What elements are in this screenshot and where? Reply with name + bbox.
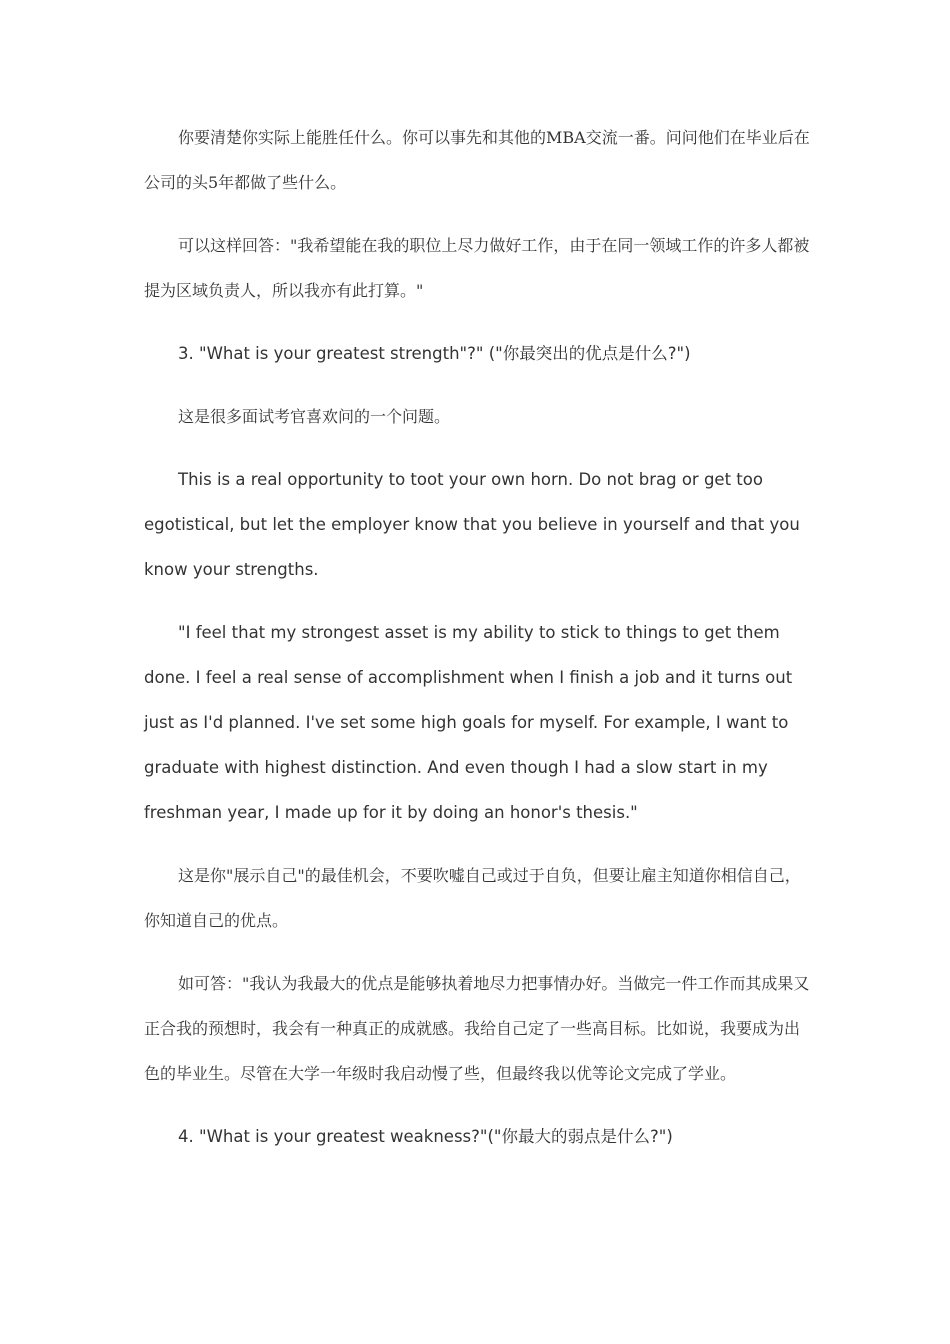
paragraph-common-question: 这是很多面试考官喜欢问的一个问题。 [178, 407, 451, 426]
paragraph-sample-answer-strength-zh: 如可答："我认为我最大的优点是能够执着地尽力把事情办好。当做完一件工作而其成果又正合我的预想时，我会有一种真正的成就感。我给自己定了一些高目标。比如说，我要成为出色的毕业生。尽管在大学一年级时我启动慢了些，但最终我以优等论文完成了学业。 [144, 974, 810, 1083]
paragraph-toot-your-horn: This is a real opportunity to toot your own horn. Do not brag or get too egotistical, but let the employer know that you believe in yourself and that you know your strengths. [144, 470, 800, 579]
paragraph-self-assessment: 你要清楚你实际上能胜任什么。你可以事先和其他的MBA交流一番。问问他们在毕业后在公司的头5年都做了些什么。 [144, 128, 810, 192]
paragraph-show-yourself: 这是你"展示自己"的最佳机会，不要吹嘘自己或过于自负，但要让雇主知道你相信自己，你知道自己的优点。 [144, 866, 801, 930]
paragraph-sample-answer-goals: 可以这样回答："我希望能在我的职位上尽力做好工作，由于在同一领域工作的许多人都被提为区域负责人，所以我亦有此打算。" [144, 236, 810, 300]
question-heading-strength: 3. "What is your greatest strength"?" ("你最突出的优点是什么?") [178, 344, 691, 363]
question-heading-weakness: 4. "What is your greatest weakness?"("你最大的弱点是什么?") [178, 1127, 673, 1146]
paragraph-sample-answer-strength-en: "I feel that my strongest asset is my ability to stick to things to get them done. I feel a real sense of accomplishment when I finish a job and it turns out just as I'd planned. I've set some high goals for myself. For example, I want to graduate with highest distinction. And even though I had a slow start in my freshman year, I made up for it by doing an honor's thesis." [144, 623, 793, 822]
document-body [144, 115, 812, 1177]
